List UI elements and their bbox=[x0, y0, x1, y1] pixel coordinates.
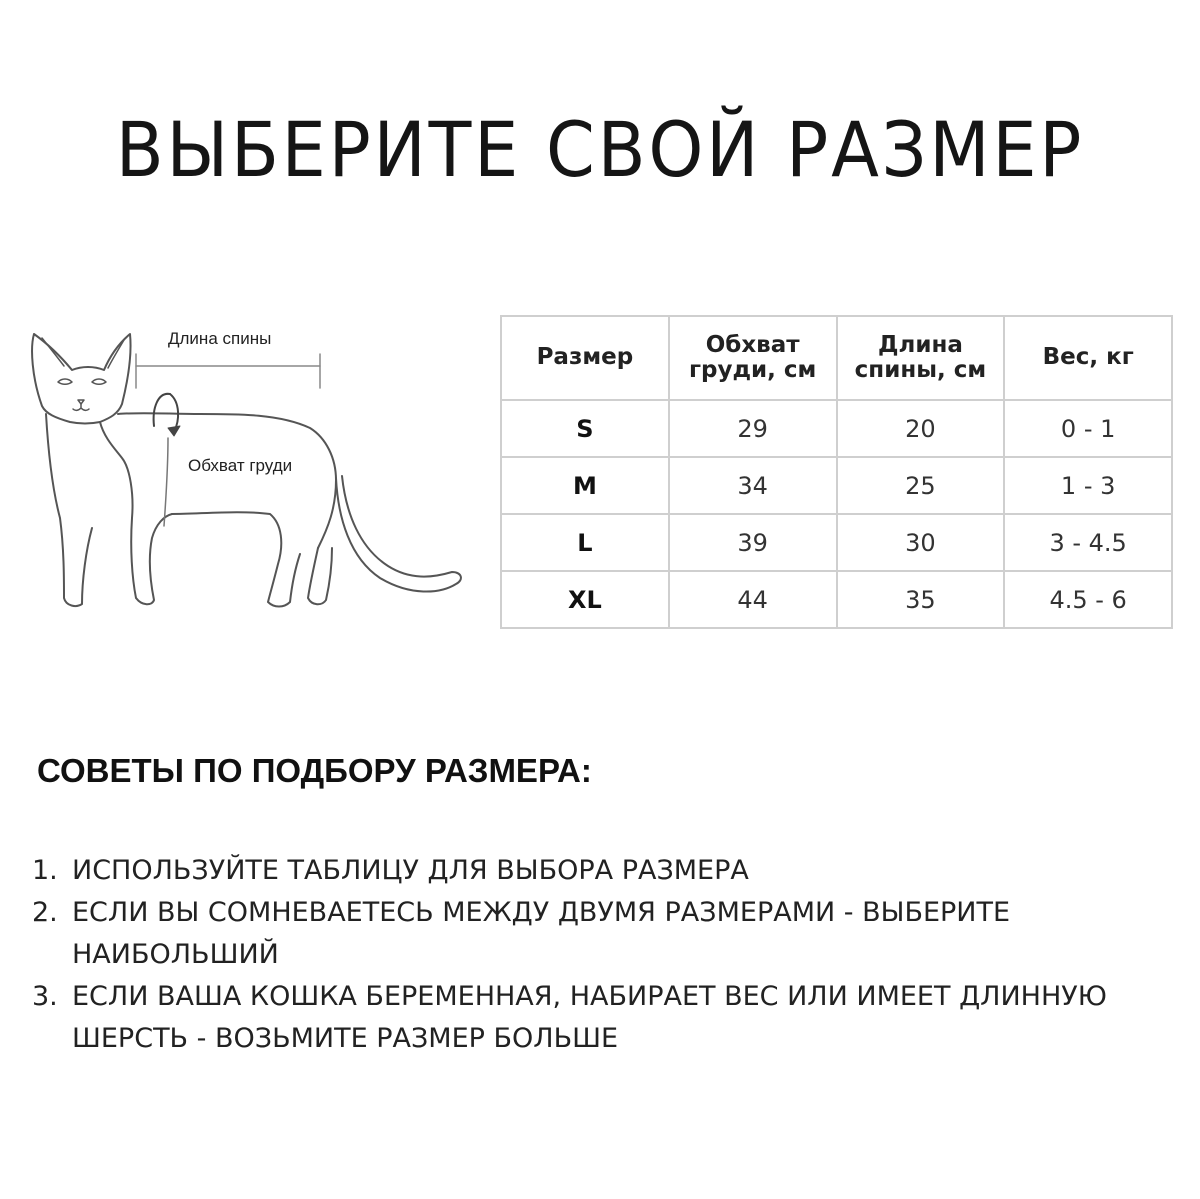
back-length-label: Длина спины bbox=[168, 329, 272, 348]
weight-cell: 4.5 - 6 bbox=[1004, 571, 1172, 628]
tip-item bbox=[32, 850, 1182, 892]
tip-text: ЕСЛИ ВЫ СОМНЕВАЕТЕСЬ МЕЖДУ ДВУМЯ РАЗМЕРАМИ - ВЫБЕРИТЕ НАИБОЛЬШИЙ bbox=[72, 897, 1011, 970]
back-cell: 20 bbox=[837, 400, 1005, 457]
back-cell: 35 bbox=[837, 571, 1005, 628]
chest-cell: 34 bbox=[669, 457, 837, 514]
header-back: Длина спины, см bbox=[837, 316, 1005, 400]
header-chest: Обхват груди, см bbox=[669, 316, 837, 400]
chest-cell: 44 bbox=[669, 571, 837, 628]
table-row bbox=[501, 571, 1172, 628]
tip-text: ИСПОЛЬЗУЙТЕ ТАБЛИЦУ ДЛЯ ВЫБОРА РАЗМЕРА bbox=[72, 855, 749, 886]
tip-number: 1. bbox=[32, 855, 58, 886]
tips-list bbox=[32, 850, 1182, 1060]
size-cell: L bbox=[501, 514, 669, 571]
tip-number: 2. bbox=[32, 897, 58, 928]
back-cell: 30 bbox=[837, 514, 1005, 571]
chest-girth-label: Обхват груди bbox=[188, 456, 293, 475]
page-title: ВЫБЕРИТЕ СВОЙ РАЗМЕР bbox=[115, 105, 1085, 194]
weight-cell: 0 - 1 bbox=[1004, 400, 1172, 457]
table-row bbox=[501, 514, 1172, 571]
table-header-row bbox=[501, 316, 1172, 400]
tip-text: ЕСЛИ ВАША КОШКА БЕРЕМЕННАЯ, НАБИРАЕТ ВЕС ИЛИ ИМЕЕТ ДЛИННУЮ ШЕРСТЬ - ВОЗЬМИТЕ РАЗМЕР БОЛЬШЕ bbox=[72, 981, 1107, 1054]
weight-cell: 3 - 4.5 bbox=[1004, 514, 1172, 571]
size-table bbox=[500, 315, 1173, 629]
weight-cell: 1 - 3 bbox=[1004, 457, 1172, 514]
tip-number: 3. bbox=[32, 981, 58, 1012]
table-row bbox=[501, 457, 1172, 514]
size-cell: M bbox=[501, 457, 669, 514]
tips-heading: СОВЕТЫ ПО ПОДБОРУ РАЗМЕРА: bbox=[37, 752, 592, 789]
size-cell: XL bbox=[501, 571, 669, 628]
chest-cell: 39 bbox=[669, 514, 837, 571]
chest-cell: 29 bbox=[669, 400, 837, 457]
header-weight: Вес, кг bbox=[1004, 316, 1172, 400]
header-size: Размер bbox=[501, 316, 669, 400]
size-cell: S bbox=[501, 400, 669, 457]
table-row bbox=[501, 400, 1172, 457]
back-cell: 25 bbox=[837, 457, 1005, 514]
tip-item bbox=[32, 892, 1182, 976]
tip-item bbox=[32, 976, 1182, 1060]
